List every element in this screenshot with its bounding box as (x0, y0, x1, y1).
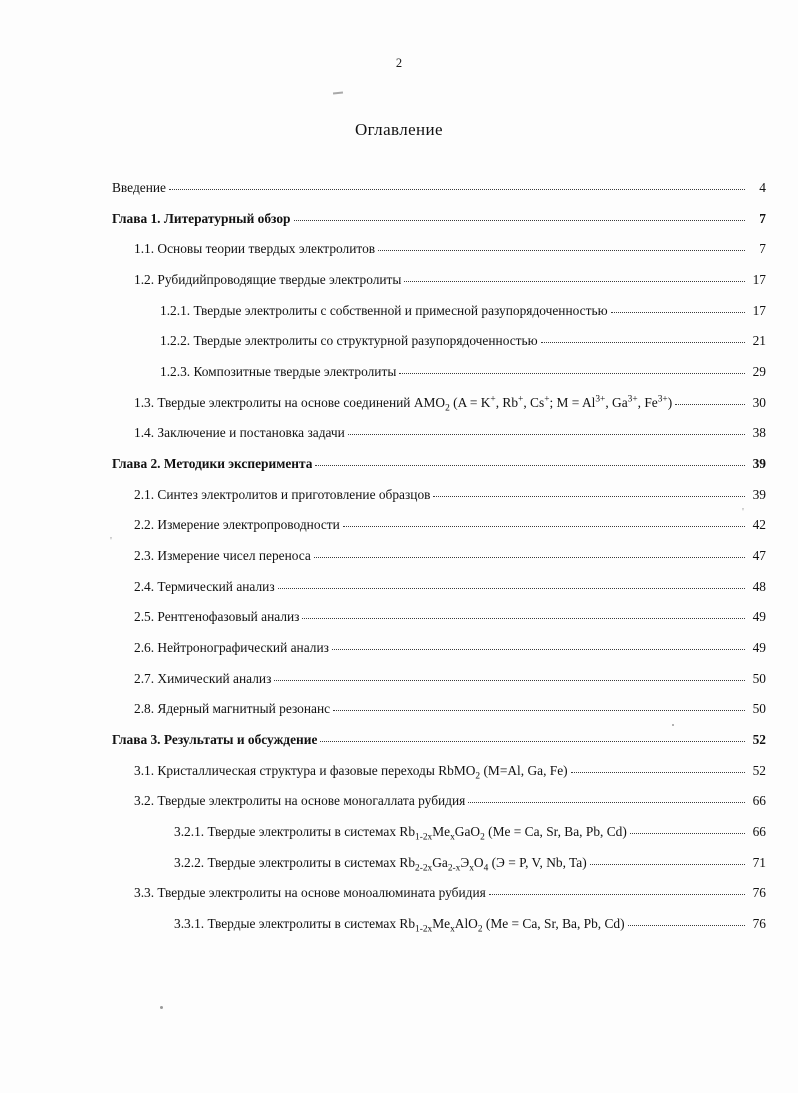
toc-leader-dots (541, 341, 745, 343)
toc-leader-dots (630, 832, 745, 834)
toc-entry-page: 66 (752, 824, 766, 840)
toc-entry[interactable] (134, 395, 766, 411)
scan-artifact-mark: ' (742, 506, 744, 518)
toc-entry-label: 1.2.2. Твердые электролиты со структурной разупорядоченностью (160, 333, 538, 349)
toc-entry-label: 2.3. Измерение чисел переноса (134, 548, 311, 564)
toc-leader-dots (333, 709, 745, 711)
toc-leader-dots (274, 679, 745, 681)
toc-entry-page: 76 (752, 916, 766, 932)
toc-leader-dots (302, 617, 745, 619)
toc-leader-dots (590, 863, 745, 865)
toc-entry[interactable] (160, 333, 766, 349)
toc-entry[interactable] (112, 211, 766, 227)
toc-entry-label: 3.3.1. Твердые электролиты в системах $Rb_{1-2x}Me_xAlO_2$ (Me = Ca, Sr, Ba, Pb, Cd) (174, 916, 625, 933)
toc-leader-dots (320, 740, 745, 742)
toc-entry[interactable] (174, 916, 766, 932)
toc-entry-page: 7 (759, 210, 766, 226)
toc-entry-page: 52 (752, 732, 766, 748)
toc-entry-label: 1.3. Твердые электролиты на основе соединений $AMO_2$ (A = K+, Rb+, Cs+; $M = Al^{3+}$, $Ga^{3+}$, $Fe^{3+}$) (134, 394, 673, 411)
toc-entry-label: 3.2.2. Твердые электролиты в системах $Rb_{2-2x}Ga_{2-x}Э_xO_4$ (Э = P, V, Nb, Ta) (174, 854, 587, 871)
toc-entry-page: 39 (752, 456, 766, 472)
toc-leader-dots (294, 219, 745, 221)
toc-entry-page: 47 (752, 548, 766, 564)
toc-entry-page: 49 (752, 640, 766, 656)
toc-entry-page: 42 (752, 517, 766, 533)
toc-entry[interactable] (112, 180, 766, 196)
toc-entry[interactable] (134, 701, 766, 717)
toc-entry[interactable] (160, 303, 766, 319)
toc-entry[interactable] (134, 763, 766, 779)
toc-entry[interactable] (134, 517, 766, 533)
toc-entry-label: Глава 3. Результаты и обсуждение (112, 732, 318, 748)
toc-entry-page: 17 (752, 272, 766, 288)
toc-entry-page: 21 (752, 333, 766, 349)
scan-artifact-mark (333, 91, 343, 94)
toc-leader-dots (628, 924, 745, 926)
toc-entry-label: 2.8. Ядерный магнитный резонанс (134, 701, 331, 717)
page-title: Оглавление (355, 120, 443, 139)
toc-entry[interactable] (134, 487, 766, 503)
toc-entry-label: Глава 1. Литературный обзор (112, 210, 291, 226)
toc-entry[interactable] (134, 609, 766, 625)
toc-leader-dots (332, 648, 745, 650)
toc-entry[interactable] (160, 364, 766, 380)
toc-entry-label: 3.2.1. Твердые электролиты в системах $Rb_{1-2x}Me_xGaO_2$ (Me = Ca, Sr, Ba, Pb, Cd) (174, 824, 627, 841)
toc-entry-label: Введение (112, 180, 166, 195)
toc-entry[interactable] (134, 640, 766, 656)
toc-entry-label: 1.4. Заключение и постановка задачи (134, 425, 345, 441)
toc-leader-dots (348, 433, 745, 435)
toc-entry-label: 2.1. Синтез электролитов и приготовление образцов (134, 486, 431, 502)
toc-entry-label: 1.2.1. Твердые электролиты с собственной и примесной разупорядоченностью (160, 302, 608, 318)
toc-leader-dots (468, 801, 745, 803)
toc-entry[interactable] (134, 425, 766, 441)
toc-entry[interactable] (134, 793, 766, 809)
toc-leader-dots (378, 249, 745, 251)
toc-leader-dots (278, 587, 745, 589)
toc-entry-label: 1.1. Основы теории твердых электролитов (134, 241, 376, 257)
toc-entry-page: 29 (752, 364, 766, 380)
toc-leader-dots (675, 403, 745, 405)
toc-entry-page: 39 (752, 486, 766, 502)
toc-entry-page: 52 (752, 762, 766, 778)
toc-entry-page: 50 (752, 670, 766, 686)
toc-entry-page: 49 (752, 609, 766, 625)
toc-leader-dots (489, 893, 745, 895)
table-of-contents (112, 180, 766, 947)
toc-leader-dots (169, 188, 745, 190)
toc-leader-dots (433, 495, 745, 497)
toc-entry-page: 4 (759, 180, 766, 195)
toc-entry-page: 48 (752, 578, 766, 594)
toc-entry-label: 1.2. Рубидийпроводящие твердые электролиты (134, 272, 402, 288)
toc-entry[interactable] (112, 732, 766, 748)
toc-entry[interactable] (134, 885, 766, 901)
toc-entry[interactable] (112, 456, 766, 472)
toc-entry-label: 3.1. Кристаллическая структура и фазовые переходы RbMO$_2$ (M=Al, Ga, Fe) (134, 762, 568, 779)
toc-entry-page: 76 (752, 885, 766, 901)
toc-entry-page: 71 (752, 854, 766, 870)
scan-artifact-mark: ' (110, 535, 112, 547)
toc-entry-label: 2.7. Химический анализ (134, 670, 272, 686)
page-number: 2 (395, 56, 403, 70)
toc-leader-dots (315, 464, 745, 466)
toc-entry-label: 2.5. Рентгенофазовый анализ (134, 609, 300, 625)
toc-entry[interactable] (134, 241, 766, 257)
toc-entry[interactable] (134, 272, 766, 288)
toc-entry-page: 7 (759, 241, 766, 257)
toc-entry-label: 3.2. Твердые электролиты на основе моногаллата рубидия (134, 793, 466, 809)
toc-entry[interactable] (174, 855, 766, 871)
toc-leader-dots (571, 771, 745, 773)
toc-entry-page: 50 (752, 701, 766, 717)
toc-entry-label: 3.3. Твердые электролиты на основе моноалюмината рубидия (134, 885, 486, 901)
toc-entry-label: Глава 2. Методики эксперимента (112, 456, 313, 472)
toc-entry-page: 66 (752, 793, 766, 809)
toc-leader-dots (611, 311, 745, 313)
toc-entry-label: 1.2.3. Композитные твердые электролиты (160, 364, 397, 380)
scan-artifact-mark (160, 1006, 163, 1009)
toc-entry-label: 2.6. Нейтронографический анализ (134, 640, 329, 656)
toc-leader-dots (399, 372, 745, 374)
toc-entry-page: 30 (752, 394, 766, 410)
toc-entry-page: 17 (752, 302, 766, 318)
toc-entry[interactable] (134, 548, 766, 564)
toc-entry-label: 2.2. Измерение электропроводности (134, 517, 340, 533)
toc-entry[interactable] (134, 579, 766, 595)
toc-leader-dots (314, 556, 745, 558)
toc-entry[interactable] (174, 824, 766, 840)
toc-entry-page: 38 (752, 425, 766, 441)
toc-entry[interactable] (134, 671, 766, 687)
toc-leader-dots (343, 525, 745, 527)
toc-leader-dots (404, 280, 745, 282)
toc-entry-label: 2.4. Термический анализ (134, 578, 275, 594)
